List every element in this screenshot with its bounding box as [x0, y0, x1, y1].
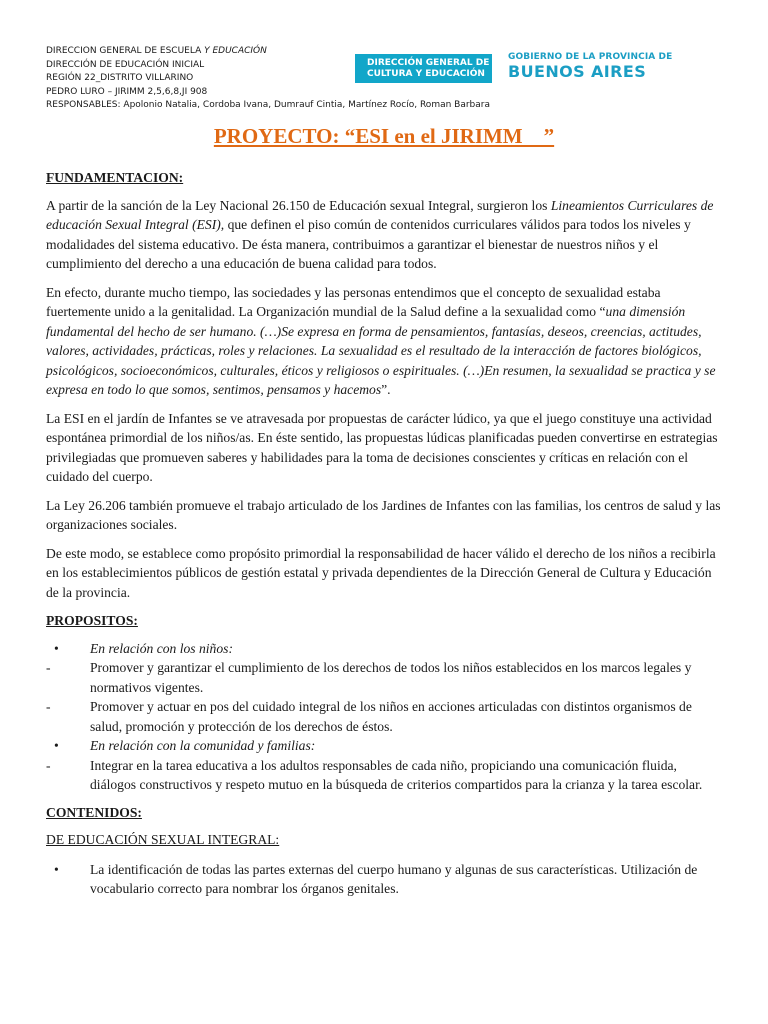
contenidos-subheading: DE EDUCACIÓN SEXUAL INTEGRAL:	[46, 832, 280, 847]
header-line-1-italic: Y EDUCACIÓN	[204, 46, 267, 56]
fundamentacion-heading: FUNDAMENTACION:	[46, 170, 184, 185]
p2-italic-quote: una dimensión fundamental del hecho de ser humano. (…)Se expresa en forma de pensamientos, fantasías, deseos, creencias, actitudes, valores, actividades, prácticas, roles y relaciones. La sexualidad es el resultado de la interacción de factores biológicos, psicológicos, socioeconómicos, culturales, éticos y religiosos o espirituales. (…)En resumen, la sexualidad se practica y se expresa en todo lo que somos, sentimos, pensamos y hacemos	[46, 304, 716, 397]
gob-logo-line-1: GOBIERNO DE LA PROVINCIA DE	[508, 52, 673, 62]
propositos-group-1-label: En relación con los niños:	[90, 640, 233, 656]
responsables-line	[46, 99, 490, 113]
header-line-4: PEDRO LURO – JIRIMM 2,5,6,8,JI 908	[46, 86, 208, 97]
bullet-marker: •	[54, 640, 59, 656]
list-item-text: Integrar en la tarea educativa a los adultos responsables de cada niño, propiciando una comunicación fluida, diálogos constructivos y respeto mutuo en la búsqueda de criterios compartidos para la crianza y la tarea escolar.	[90, 757, 703, 792]
propositos-group-1	[46, 639, 724, 659]
p1-text-b: que definen el piso común de contenidos curriculares válidos para todos los niveles y modalidades del sistema educativo. De ésta manera, contribuimos a garantizar el bienestar de nuestros niños y el cumplimiento del derecho a una educación de buena calidad para todos.	[46, 217, 691, 271]
header-line-2: DIRECCIÓN DE EDUCACIÓN INICIAL	[46, 59, 205, 70]
fundamentacion-paragraph-4: La Ley 26.206 también promueve el trabajo articulado de los Jardines de Infantes con las familias, los centros de salud y las organizaciones sociales.	[46, 497, 721, 532]
p2-text-a: En efecto, durante mucho tiempo, las sociedades y las personas entendimos que el concepto de sexualidad estaba fuertemente unido a la genitalidad. La Organización mundial de la Salud define a la sexualidad como “	[46, 284, 661, 319]
p2-text-b: ”.	[381, 382, 391, 397]
document-body	[46, 168, 724, 899]
p1-italic: Lineamientos Curriculares de educación Sexual Integral (ESI),	[46, 197, 714, 232]
dgce-logo	[355, 54, 492, 83]
propositos-heading: PROPOSITOS:	[46, 613, 138, 628]
header-line-1-text: DIRECCION GENERAL DE ESCUELA	[46, 46, 205, 56]
responsables-names: Apolonio Natalia, Cordoba Ivana, Dumrauf Cintia, Martínez Rocío, Roman Barbara	[120, 100, 490, 110]
dash-marker: -	[46, 757, 51, 773]
dash-marker: -	[46, 699, 51, 714]
contenidos-heading: CONTENIDOS:	[46, 804, 142, 820]
responsables-label: RESPONSABLES:	[46, 100, 121, 110]
bullet-marker: •	[54, 738, 59, 753]
dash-marker: -	[46, 660, 51, 675]
dgce-logo-line-1: DIRECCIÓN GENERAL DE	[367, 58, 490, 68]
fundamentacion-paragraph-5: De este modo, se establece como propósito primordial la responsabilidad de hacer válido el derecho de los niños a recibirla en los establecimientos públicos de gestión estatal y privada dependientes de la Dirección General de Cultura y Educación de la provincia.	[46, 545, 716, 600]
bullet-marker: •	[54, 861, 59, 877]
propositos-group-2-label: En relación con la comunidad y familias:	[90, 738, 316, 753]
p1-text-a: A partir de la sanción de la Ley Nacional 26.150 de Educación sexual Integral, surgieron los	[46, 197, 551, 213]
header-line-3: REGIÓN 22_DISTRITO VILLARINO	[46, 73, 194, 83]
list-item-text: Promover y actuar en pos del cuidado integral de los niños en acciones articuladas con distintos organismos de salud, promoción y protección de los derechos de éstos.	[90, 699, 692, 734]
fundamentacion-paragraph-3: La ESI en el jardín de Infantes se ve atravesada por propuestas de carácter lúdico, ya que el juego constituye una actividad espontánea primordial de los niños/as. En éste sentido, las propuestas lúdicas planificadas pueden convertirse en estrategias privilegiadas que promueven saberes y habilidades para la toma de decisiones conscientes y críticas en relación con el cuidado del cuerpo.	[46, 410, 718, 484]
fundamentacion-paragraph-2	[46, 283, 724, 400]
gob-logo-line-2: BUENOS AIRES	[508, 62, 647, 81]
spacer	[46, 795, 724, 803]
project-title: PROYECTO: “ESI en el JIRIMM ”	[213, 124, 555, 148]
list-item-text: Promover y garantizar el cumplimiento de los derechos de todos los niños establecidos en los marcos legales y normativos vigentes.	[90, 660, 692, 695]
dgce-logo-line-2: CULTURA Y EDUCACIÓN	[367, 69, 485, 79]
propositos-group-2	[46, 736, 724, 756]
list-item	[46, 860, 724, 899]
buenos-aires-logo	[508, 52, 678, 84]
list-item	[46, 697, 724, 736]
header-line-1	[46, 45, 366, 59]
list-item	[46, 756, 724, 795]
fundamentacion-paragraph-1	[46, 196, 724, 274]
list-item-text: La identificación de todas las partes externas del cuerpo humano y algunas de sus características. Utilización de vocabulario correcto para nombrar los órganos genitales.	[90, 861, 698, 896]
list-item	[46, 658, 724, 697]
